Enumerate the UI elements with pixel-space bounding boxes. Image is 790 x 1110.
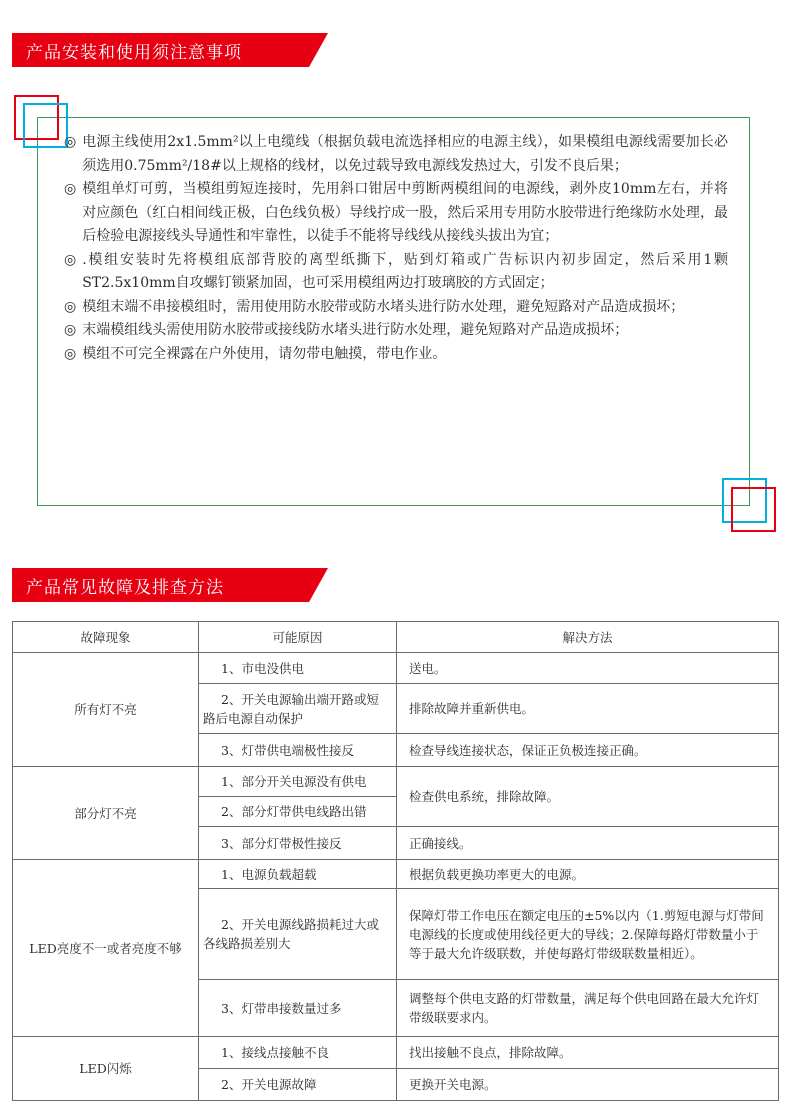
note-text: 模组单灯可剪，当模组剪短连接时，先用斜口钳居中剪断两模组间的电源线，剥外皮10mm左右，并将对应颜色（红白相间线正极，白色线负极）导线拧成一股，然后采用专用防水胶带进行绝缘防水处理，最后检验电源接线头导通性和牢靠性，以徒手不能将导线线从接线头拔出为宜； <box>82 181 728 244</box>
note-item <box>64 249 728 296</box>
installation-notes <box>64 131 728 366</box>
note-item <box>64 343 728 367</box>
section-title: 产品常见故障及排查方法 <box>26 578 224 598</box>
bullet-mark: ◎ <box>64 181 77 197</box>
solution-cell: 检查导线连接状态，保证正负极连接正确。 <box>397 734 779 767</box>
section-header-troubleshooting <box>12 568 328 602</box>
solution-cell: 正确接线。 <box>397 827 779 860</box>
cause-cell: 3、灯带供电端极性接反 <box>199 734 397 767</box>
solution-cell: 找出接触不良点，排除故障。 <box>397 1037 779 1069</box>
table-row <box>13 767 779 797</box>
solution-cell: 检查供电系统，排除故障。 <box>397 767 779 827</box>
solution-cell: 保障灯带工作电压在额定电压的±5%以内（1.剪短电源与灯带间电源线的长度或使用线径更大的导线；2.保障每路灯带数量小于等于最大允许级联数，并使每路灯带级联数量相近）。 <box>397 889 779 980</box>
note-text: 模组末端不串接模组时，需用使用防水胶带或防水堵头进行防水处理，避免短路对产品造成损坏； <box>82 298 685 315</box>
cause-cell: 1、接线点接触不良 <box>199 1037 397 1069</box>
note-text: .模组安装时先将模组底部背胶的离型纸撕下，贴到灯箱或广告标识内初步固定，然后采用1颗ST2.5x10mm自攻螺钉锁紧加固，也可采用模组两边打玻璃胶的方式固定； <box>82 251 728 291</box>
symptom-cell: LED亮度不一或者亮度不够 <box>13 860 199 1037</box>
bullet-mark: ◎ <box>64 298 77 315</box>
table-header-row <box>13 622 779 653</box>
header-symptom: 故障现象 <box>13 622 199 653</box>
cause-cell: 1、部分开关电源没有供电 <box>199 767 397 797</box>
cause-cell: 3、灯带串接数量过多 <box>199 980 397 1037</box>
cause-cell: 2、开关电源线路损耗过大或各线路损差别大 <box>199 889 397 980</box>
bullet-mark: ◎ <box>64 251 77 268</box>
troubleshooting-table <box>12 621 779 1101</box>
cause-cell: 2、开关电源故障 <box>199 1069 397 1101</box>
solution-cell: 根据负载更换功率更大的电源。 <box>397 860 779 889</box>
decor-square-cyan-top <box>23 103 68 148</box>
cause-cell: 2、部分灯带供电线路出错 <box>199 797 397 827</box>
cause-cell: 1、市电没供电 <box>199 653 397 684</box>
symptom-cell: LED闪烁 <box>13 1037 199 1101</box>
note-item <box>64 131 728 178</box>
solution-cell: 更换开关电源。 <box>397 1069 779 1101</box>
symptom-cell: 部分灯不亮 <box>13 767 199 860</box>
cause-cell: 2、开关电源输出端开路或短路后电源自动保护 <box>199 684 397 734</box>
solution-cell: 排除故障并重新供电。 <box>397 684 779 734</box>
table-row <box>13 653 779 684</box>
solution-cell: 调整每个供电支路的灯带数量，满足每个供电回路在最大允许灯带级联要求内。 <box>397 980 779 1037</box>
note-text: 模组不可完全裸露在户外使用，请勿带电触摸，带电作业。 <box>82 345 447 362</box>
symptom-cell: 所有灯不亮 <box>13 653 199 767</box>
cause-cell: 3、部分灯带极性接反 <box>199 827 397 860</box>
header-cause: 可能原因 <box>199 622 397 653</box>
note-item <box>64 296 728 320</box>
table-row <box>13 860 779 889</box>
note-text: 电源主线使用2x1.5mm²以上电缆线（根据负载电流选择相应的电源主线），如果模组电源线需要加长必须选用0.75mm²/18#以上规格的线材，以免过载导致电源线发热过大，引发不良后果； <box>82 134 728 174</box>
section-header-installation <box>12 33 328 67</box>
bullet-mark: ◎ <box>64 345 77 362</box>
header-solution: 解决方法 <box>397 622 779 653</box>
note-item <box>64 178 728 249</box>
bullet-mark: ◎ <box>64 134 77 150</box>
cause-cell: 1、电源负载超载 <box>199 860 397 889</box>
table-row <box>13 1037 779 1069</box>
decor-square-red-bottom <box>731 487 776 532</box>
section-title: 产品安装和使用须注意事项 <box>26 43 242 63</box>
note-item <box>64 319 728 343</box>
solution-cell: 送电。 <box>397 653 779 684</box>
bullet-mark: ◎ <box>64 322 77 338</box>
note-text: 末端模组线头需使用防水胶带或接线防水堵头进行防水处理，避免短路对产品造成损坏； <box>82 322 629 338</box>
